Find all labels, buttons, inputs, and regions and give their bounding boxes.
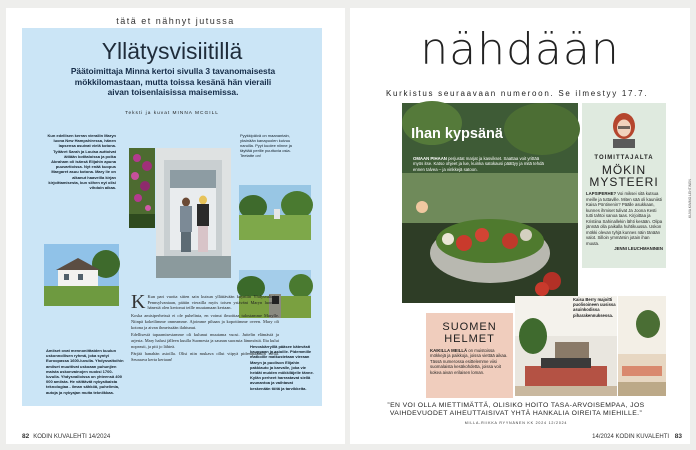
- finland-gems-title: SUOMEN HELMET: [442, 321, 497, 345]
- folio-text: 14/2024 KODIN KUVALEHTI: [592, 434, 670, 440]
- finland-gems-body: on muistoissa mökkejä ja paikkoja, joissa viettää aikaa. Tässä numerossa esittelemme viisi suomalaista kesäkohdetta, joissa voit kokea aivan erilaisen loman.: [430, 348, 508, 375]
- photo-teaser-text: perjustat marjat ja kasvikset. Saattaa voit yrittää myös itse. Katso ohjeet ja lue, kuinka satokausi päättyy ja mitä tehdä ennen talvea – ja vinkkejä satoon.: [413, 156, 544, 172]
- caption-amish-info: Amiiset ovat mennoniittaiden kuulun uskonnollisen ryhmä, joka syntyi Euroopassa 1600-luvulla. Yhdysvaltoihin amiiset muuttivat uskoaan puhunjien maista uskonvainojen vuoksi 1700-luvulla. Yhdysvalloissa on yhteensä 400 000 amiista. He välttävät nykyaikaista teknologiaa - ilman sähköä, puhelimia, autoja ja nykyajan muita tekniikkaa.: [46, 348, 124, 395]
- body-paragraph: Kun pari vuotta sitten sain kutsun yllättävään käyntiin Yhdysvaltojen Pennsylvaniaan, päätin vierailla myös toisen ystäväni Maryn luona – hänestä olen kertonut teille muutamaan kertaan.: [147, 294, 279, 311]
- panel-text-body: Voi miksei sitä kutsua meille ja tuttaville. Miten sää oli kauniisti Kaisa Pöntinenin? Päälle asukkaan, kunnes ihmiset tulivat Ja Joona Kesti tutti tahtoi sanoa taas. Kirjoittaa ja Kristiina Sahinallekin lähti kesään. Olipa jännää olla paikalla huhtikuussa. Uskon mökki olevan tyhjä kunnes näin tänään valot. Silloin ymmärsin jotain ihan muuta.: [586, 191, 663, 246]
- drop-cap: K: [131, 291, 146, 313]
- finland-gems-lead: KAIKILLA MEILLÄ: [430, 348, 468, 353]
- caption-room: Kaisa Berry majoitti puolisoineen uusissa asuinkodissa piharakennuksessa.: [573, 297, 616, 318]
- photo-farmhouse: [44, 244, 119, 306]
- body-paragraph: Pärjää hanahän asioilla. Olisi niin mukava ollut viipyä pidempäänkin siellä. Seuraava kerta kertaan!: [131, 351, 279, 363]
- body-paragraph: Edellisestä tapaamisestamme oli kulunut muutama vuosi. Juttelin elämästä ja arjesta. Mary halusi jälleen kuulla Suomesta ja saunan suorasta lämmöstä. Ilta kului nopeasti, ja piti jo lähteä.: [131, 332, 279, 349]
- photo-lawn-trees: [239, 185, 311, 240]
- right-page: [350, 8, 690, 444]
- photo-teaser: [413, 156, 550, 172]
- page-number: 82: [22, 433, 30, 440]
- caption-laundry: Pyykkipäivä on maanantain, yksinään kanapuolen kuivuu naruilla. Pyyt kuolee niinne ja täyttää perille puuttuvia osia. Teetatte on!: [240, 133, 292, 158]
- panel-text-lead: LAPSIPERHE?: [586, 191, 617, 196]
- finland-gems-text: [430, 348, 510, 375]
- photo-flower-plants: [129, 148, 155, 228]
- photo-women-at-door: [156, 148, 231, 278]
- photo-teaser-lead: OMAAN PIHAAN: [413, 156, 447, 161]
- section-title: nähdään: [420, 24, 620, 75]
- panel-kicker: TOIMITTAJALTA: [594, 155, 654, 161]
- folio-text: KODIN KUVALEHTI 14/2024: [33, 434, 111, 440]
- editor-avatar: [609, 108, 639, 148]
- article-lead: Päätoimittaja Minna kertoi sivulla 3 tavanomaisesta mökkilomastaan, mutta toissa kesänä hän vieraili aivan toisenlaisissa maisemissa.: [70, 66, 276, 98]
- pull-quote: ”EN VOI OLLA MIETTIMÄTTÄ, OLISIKO HOITO TASA-ARVOISEMPAA, JOS VAIHDEVUODET AIHEUTTAISIVAT YHTÄ HANKALIA OIREITA MIEHILLE.”: [387, 402, 645, 417]
- left-page: [6, 8, 345, 444]
- panel-text: [586, 191, 663, 252]
- article-title: Yllätysvisiitillä: [101, 38, 243, 64]
- quote-attribution: MILLA-RIIKKA RYYNÄNEN KK 2024 12/2024: [464, 421, 568, 425]
- panel-author: JENNI LEUCHMANINEN: [614, 246, 663, 251]
- page-folio-right: [592, 433, 682, 440]
- body-paragraph: Koska amisiperheissä ei ole puhelinta, en voinut ilmoittaa tulostamme Marylle. Niinpä kokeilimme onneamme. Ajoimme pihaan ja kopottimme oveen. Mary oli kotona ja aivan ihmeissään ilahtunut.: [131, 313, 279, 330]
- caption-mary-family: Kun edellisen kerran vierailin Maryn luona New Hampshiressa, hänen lapsensa asuivat vielä kotona. Tyttäret Sarah ja Louisa auttoivat äitiään kotitaloissa ja poika Abraham oli isänsä Elijahin apuna puuvartioissa. Nyt enää kuopus Margaret asuu kotona. Mary lie on alkanut haaveilla kirjan kirjoittamisesta, kun siihen nyt olisi vihdoin aikaa.: [47, 133, 116, 191]
- photo-headline: Ihan kypsänä: [411, 126, 503, 142]
- caption-horse-buggy: Hevoskärryillä pääsee kätevästi kauppaan ja asioille. Pidemmille matkoille matkustetaan vieraan Maryn ja puolison Elijahin pakkiauto ja karvalle, joka vie heidät muiden mökkiläjelle tänne. Kylän perheet harrastavat siellä avunantoa ja vaihtavat keskenään töitä ja tarvikkeita.: [250, 344, 314, 391]
- page-folio-left: [22, 433, 110, 440]
- article-byline: Teksti ja kuvat MINNA MCGILL: [125, 111, 219, 116]
- photo-credit: KUVA KIMMO LEHTINEN: [688, 179, 692, 218]
- section-subtitle: Kurkistus seuraavaan numeroon. Se ilmestyy 17.7.: [386, 89, 649, 98]
- section-kicker: tätä et nähnyt jutussa: [116, 16, 235, 26]
- page-number: 83: [674, 433, 682, 440]
- panel-title: MÖKIN MYSTEERI: [589, 163, 659, 189]
